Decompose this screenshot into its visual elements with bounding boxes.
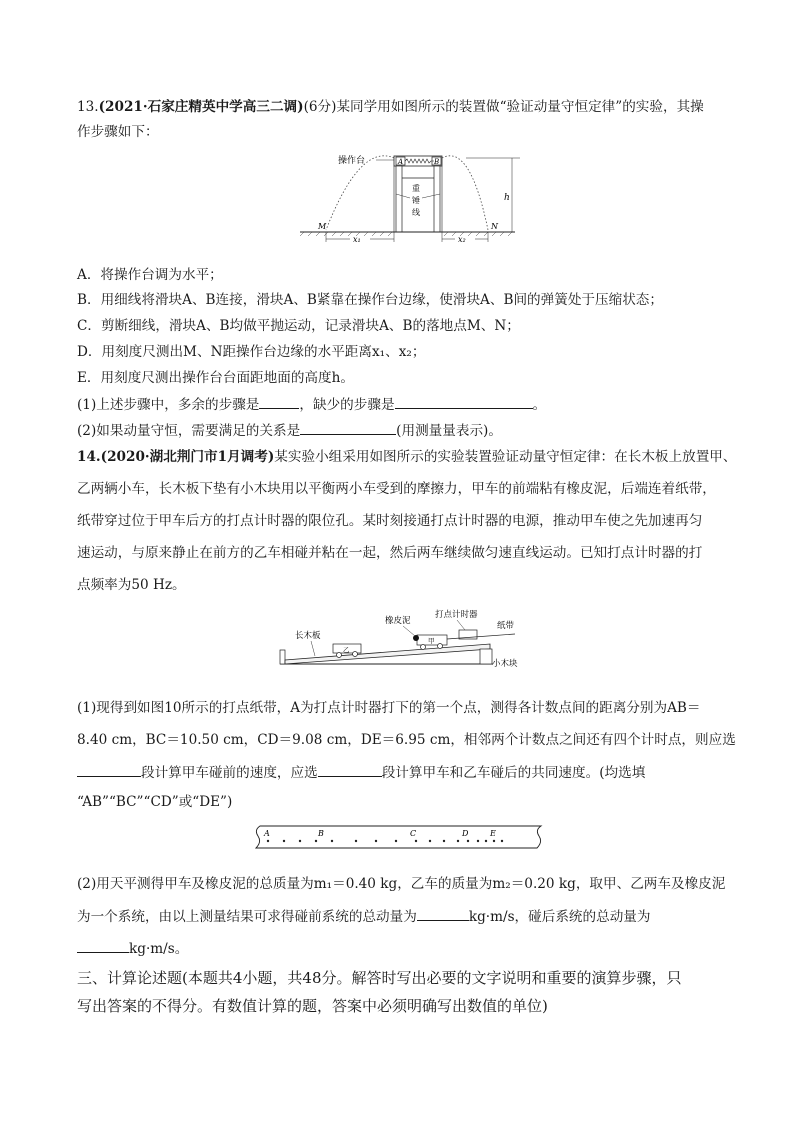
- q13-sub2-blank[interactable]: [300, 420, 396, 435]
- q14-sub2-text-a: 为一个系统，由以上测量结果可求得碰前系统的总动量为: [77, 909, 417, 925]
- q14-sub2-blank-2[interactable]: [77, 938, 129, 953]
- q14-cart-a-label: 甲: [428, 637, 435, 645]
- q13-plumb-label-2: 锤: [412, 196, 420, 205]
- q13-height-label: h: [504, 193, 510, 203]
- q13-sub1-blank-1[interactable]: [259, 394, 299, 409]
- q14-sub1-blank-2[interactable]: [318, 762, 382, 777]
- q13-sub2: [77, 420, 727, 441]
- q14-line5: 点频率为50 Hz。: [77, 577, 186, 593]
- q14-sub2-line1: (2)用天平测得甲车及橡皮泥的总质量为m₁＝0.40 kg，乙车的质量为m₂＝0.20 kg，取甲、乙两车及橡皮泥: [77, 876, 726, 892]
- q13-point-m: M: [318, 222, 327, 231]
- q14-sub1-text-c: 段计算甲车和乙车碰后的共同速度。(均选填: [381, 765, 646, 781]
- q14-label-board: 长木板: [295, 631, 321, 641]
- q14-tape: [252, 822, 547, 852]
- q13-sub2-text-a: (2)如果动量守恒，需要满足的关系是: [77, 423, 301, 439]
- tape-label-d: D: [462, 829, 469, 838]
- tape-label-a: A: [264, 829, 270, 838]
- q14-cart-b-label: 乙: [343, 646, 350, 654]
- q14-intro-text: 某实验小组采用如图所示的实验装置验证动量守恒定律：在长木板上放置甲、: [274, 449, 737, 465]
- q14-line3: 纸带穿过位于甲车后方的打点计时器的限位孔。某时刻接通打点计时器的电源，推动甲车使之先加速再匀: [77, 513, 703, 529]
- q14-sub1-line2: 8.40 cm，BC＝10.50 cm，CD＝9.08 cm，DE＝6.95 cm，相邻两个计数点之间还有四个计时点，则应选: [77, 732, 736, 748]
- q13-platform-label: 操作台: [338, 156, 366, 166]
- q13-figure: [290, 148, 525, 243]
- q13-x2-label: x₂: [458, 235, 466, 243]
- q14-sub1-text-b: 段计算甲车碰前的速度，应选: [141, 765, 318, 781]
- q13-point-n: N: [491, 222, 498, 231]
- q13-number: 13.: [77, 99, 99, 115]
- q13-sub2-text-b: (用测量量表示)。: [396, 423, 502, 439]
- q13-sub1: [77, 394, 727, 415]
- q13-step-d: D．用刻度尺测出M、N距操作台边缘的水平距离x₁、x₂；: [77, 344, 426, 360]
- q14-sub2-text-b2: kg·m/s。: [129, 941, 189, 957]
- q13-sub1-text-c: 。: [532, 397, 547, 413]
- q13-sub1-text-a: (1)上述步骤中，多余的步骤是: [77, 397, 260, 413]
- tape-label-e: E: [490, 829, 496, 838]
- q13-plumb-label-1: 重: [412, 184, 420, 193]
- q13-sub1-text-b: ，缺少的步骤是: [299, 397, 395, 413]
- q14-intro: [77, 447, 737, 467]
- q13-intro: [77, 97, 727, 117]
- q13-source: (2021·石家庄精英中学高三二调): [98, 99, 304, 115]
- q13-intro-text: (6分)某同学用如图所示的装置做“验证动量守恒定律”的实验，其操: [303, 99, 704, 115]
- section3-line2: 写出答案的不得分。有数值计算的题，答案中必须明确写出数值的单位): [77, 997, 548, 1015]
- q13-x1-label: x₁: [353, 235, 361, 243]
- q13-plumb-label-3: 线: [412, 208, 420, 217]
- q14-label-timer: 打点计时器: [435, 610, 478, 620]
- q14-figure: [275, 608, 535, 670]
- q14-line2: 乙两辆小车，长木板下垫有小木块用以平衡两小车受到的摩擦力，甲车的前端粘有橡皮泥，后端连着纸带，: [77, 481, 716, 497]
- section3-line1: 三、计算论述题(本题共4小题，共48分。解答时写出必要的文字说明和重要的演算步骤，只: [77, 969, 682, 987]
- q14-sub1-blank-1[interactable]: [77, 762, 141, 777]
- q14-sub2-blank-1[interactable]: [417, 906, 469, 921]
- tape-label-c: C: [410, 829, 417, 838]
- q14-line4: 速运动，与原来静止在前方的乙车相碰并粘在一起，然后两车继续做匀速直线运动。已知打点计时器的打: [77, 545, 703, 561]
- q13-step-e: E．用刻度尺测出操作台台面距地面的高度h。: [77, 370, 354, 386]
- tape-label-b: B: [318, 829, 324, 838]
- q13-step-b: B．用细线将滑块A、B连接，滑块A、B紧靠在操作台边缘，使滑块A、B间的弹簧处于压缩状态；: [77, 292, 663, 308]
- q14-sub2-text-b: kg·m/s，碰后系统的总动量为: [468, 909, 651, 925]
- q13-step-a: A．将操作台调为水平；: [77, 267, 223, 283]
- q13-block-b-label: B: [434, 158, 440, 166]
- q14-sub1-line3: [77, 762, 727, 783]
- q14-sub2-line2: [77, 906, 727, 927]
- q13-sub1-blank-2[interactable]: [395, 394, 533, 409]
- q14-sub1-line4: “AB”“BC”“CD”或“DE”): [77, 794, 233, 810]
- q14-number-source: 14.(2020·湖北荆门市1月调考): [77, 449, 275, 465]
- q14-label-tape: 纸带: [497, 621, 515, 631]
- q14-sub1-line1: (1)现得到如图10所示的打点纸带，A为打点计时器打下的第一个点，测得各计数点间的距离分别为AB＝: [77, 700, 701, 716]
- q14-sub2-line3: [77, 938, 727, 959]
- q14-label-putty: 橡皮泥: [385, 616, 411, 626]
- q13-intro-line2: 作步骤如下：: [77, 124, 159, 140]
- q13-block-a-label: A: [398, 158, 404, 166]
- q14-label-block: 小木块: [492, 659, 518, 669]
- q13-step-c: C．剪断细线，滑块A、B均做平抛运动，记录滑块A、B的落地点M、N；: [77, 318, 520, 334]
